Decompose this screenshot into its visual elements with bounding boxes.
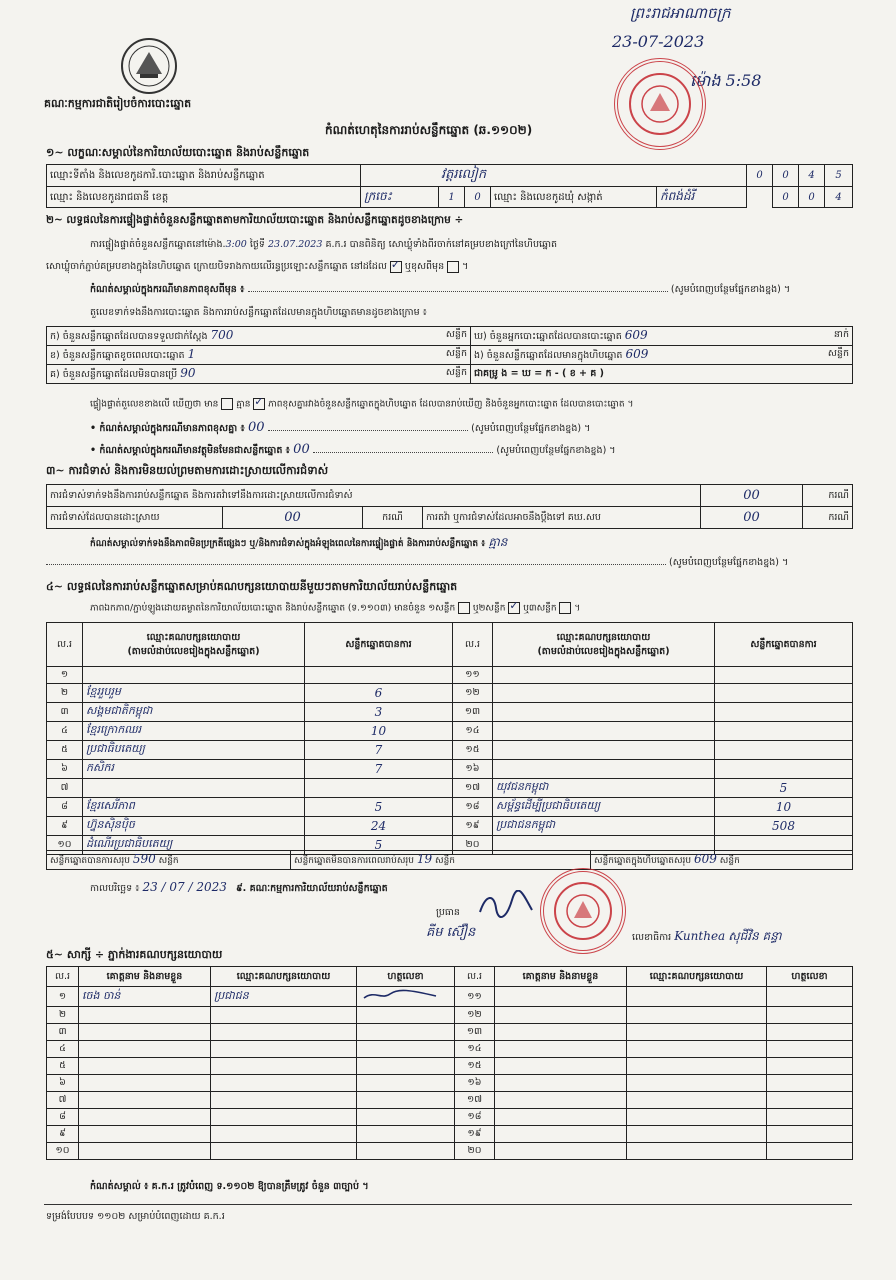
row-number: ៦ [47,760,83,779]
difference-note-value: 00 [247,420,265,435]
province-code-2: 0 [465,187,491,208]
row-number: ១៤ [455,1041,495,1058]
row-number: ២០ [455,1143,495,1160]
section5-witness-table: ល.រ គោត្តនាម និងនាមខ្លួន ឈ្មោះគណបក្សនយោបាយ ហត្ថលេខា ល.រ គោត្តនាម និងនាមខ្លួន ឈ្មោះគណបក្សនយោបាយ ហត្ថលេខា ១ ចេង ចាន់ ប្រជាជន ១១ ២ ១២ ៣ ១៣ ៤ ១៤ ៥ ១៥ ៦ ១៦ ៧ ១៧ ៨ ១៨ ៩ ១៩ ១០ ២០ [46,966,853,1160]
row-number: ១១ [455,987,495,1007]
row-number: ១៨ [455,1109,495,1126]
row-number: ៥ [47,1058,79,1075]
section2-para4: តួលេខទាក់ទងនឹងការបោះឆ្នោត និងការរាប់សន្លឹកឆ្នោតដែលមានក្នុងហិបឆ្នោតមានដូចខាងក្រោម ៖ [90,307,427,318]
party-cell: ដំណើរប្រជាធិបតេយ្យ [83,836,305,855]
count-e-label: ង) ចំនួនសន្លឹកឆ្នោតដែលមានក្នុងហិបឆ្នោត [474,350,623,361]
result-row [47,722,853,741]
row-number: ១៣ [455,1024,495,1041]
row-number: ១៦ [453,760,493,779]
commune-label: ឈ្មោះ និងលេខកូដឃុំ សង្កាត់ [491,187,657,208]
row-number: ៧ [47,1092,79,1109]
result-row [47,779,853,798]
party-cell [493,703,715,722]
empty-cell [495,1109,627,1126]
same-checkbox[interactable] [390,261,402,273]
empty-cell [767,1007,853,1024]
result-row [47,760,853,779]
location-code-2: 0 [773,165,799,187]
row-number: ១៧ [453,779,493,798]
party-cell [493,722,715,741]
empty-cell [495,1143,627,1160]
witness-row [47,987,853,1007]
location-code-4: 5 [825,165,853,187]
votes-cell: 7 [305,760,453,779]
section2-title: ២~ លទ្ធផលនៃការផ្ទៀងផ្ទាត់ចំនួនសន្លឹកឆ្នោតតាមការិយាល័យបោះឆ្នោត និងរាប់សន្លឹកឆ្នោតដូចខាងក្រោម ÷ [46,214,464,226]
votes-cell: 5 [305,798,453,817]
name-cell [79,1041,211,1058]
row-number: ៥ [47,741,83,760]
empty-cell [627,1058,767,1075]
party-cell: កសិករ [83,760,305,779]
total-box-value: 609 [694,852,717,866]
witness-row [47,1024,853,1041]
row-number: ១៤ [453,722,493,741]
section2-para5: ផ្ទៀងផ្ទាត់តួលេខខាងលើ ឃើញថា មាន គ្មាន ✓ ភាពខុសគ្នារវាងចំនួនសន្លឹកឆ្នោតក្នុងហិបឆ្នោត ដែលបានរាប់ឃើញ និងចំនួនអ្នកបោះឆ្នោត ដែលបានបោះឆ្នោត ។ [90,398,852,412]
row-number: ៩ [47,1126,79,1143]
section5-title: ៥~ សាក្សី ÷ ភ្នាក់ងារគណបក្សនយោបាយ [46,948,223,961]
location-code-1: 0 [747,165,773,187]
different-checkbox[interactable] [447,261,459,273]
row-number: ៤ [47,1041,79,1058]
official-seal-top [614,58,706,150]
count-d-label: ឃ) ចំនួនអ្នកបោះឆ្នោតដែលបានបោះឆ្នោត [474,331,622,342]
votes-cell [715,741,853,760]
party-cell: ប្រជាជនកម្ពុជា [493,817,715,836]
one-sheet-checkbox[interactable] [458,602,470,614]
section2-bullet1: • កំណត់សម្គាល់ក្នុងករណីមានភាពខុសគ្នា ៖ 00 (សូមបំពេញបន្ថែមផ្នែកខាងខ្នង) ។ [90,420,591,435]
chair-signature-icon [476,890,536,925]
row-number: ១៥ [453,741,493,760]
row-number: ១៨ [453,798,493,817]
votes-cell [715,703,853,722]
row-number: ១៥ [455,1058,495,1075]
nec-emblem-icon [118,36,180,96]
section2-para3: កំណត់សម្គាល់ក្នុងករណីមានភាពខុសពីមុន ៖ (សូមបំពេញបន្ថែមផ្នែកខាងខ្នង) ។ [90,284,791,295]
row-number: ១៧ [455,1092,495,1109]
votes-cell [715,684,853,703]
party-cell [211,1092,357,1109]
votes-cell: 6 [305,684,453,703]
votes-cell: 24 [305,817,453,836]
count-b-label: ខ) ចំនួនសន្លឹកឆ្នោតខូចពេលបោះឆ្នោត [50,350,185,361]
party-cell [211,1143,357,1160]
votes-cell: 7 [305,741,453,760]
no-difference-checkbox[interactable] [253,398,265,410]
party-cell [83,779,305,798]
row-number: ១៩ [453,817,493,836]
location-code-3: 4 [799,165,825,187]
section4-date-line: កាលបរិច្ឆេទ ៖ 23 / 07 / 2023 ៩. គណៈកម្មការការិយាល័យរាប់សន្លឹកឆ្នោត [90,880,388,894]
row-number: ១០ [47,836,83,855]
signature-cell [357,1058,455,1075]
row-number: ១២ [455,1007,495,1024]
official-seal-bottom [540,868,626,954]
section2-counts-table: ក) ចំនួនសន្លឹកឆ្នោតដែលបានទទួលជាក់ស្តែង 700 សន្លឹក ឃ) ចំនួនអ្នកបោះឆ្នោតដែលបានបោះឆ្នោត 609 នាក់ ខ) ចំនួនសន្លឹកឆ្នោតខូចពេលបោះឆ្នោត 1 សន្លឹក ង) ចំនួនសន្លឹកឆ្នោតដែលមានក្នុងហិបឆ្នោត 609 សន្លឹក គ) ចំនួនសន្លឹកឆ្នោតដែលមិនបានប្រើ 90 សន្លឹក ជាគម្រូ ង = ឃ = ក - ( ខ + គ ) [46,326,853,384]
empty-cell [495,1024,627,1041]
foreign-object-note-value: 00 [293,442,310,457]
has-difference-checkbox[interactable] [221,398,233,410]
row-number: ១ [47,667,83,684]
result-row [47,741,853,760]
province-value: ក្រចេះ [361,187,439,208]
signature-cell [357,1143,455,1160]
secretary-signature: Kunthea [674,929,726,943]
section4-results-table: ល.រ ឈ្មោះគណបក្សនយោបាយ (តាមលំដាប់លេខរៀងក្នុងសន្លឹកឆ្នោត) សន្លឹកឆ្នោតបានការ ល.រ ឈ្មោះគណបក្សនយោបាយ (តាមលំដាប់លេខរៀងក្នុងសន្លឹកឆ្នោត) សន្លឹកឆ្នោតបានការ ១ ១១ ២ ខ្មែររួបរួម 6 ១២ ៣ សង្គមជាតិកម្ពុជា 3 ១៣ ៤ ខ្មែរក្រោកឈរ 10 ១៤ ៥ ប្រជាធិបតេយ្យ 7 ១៥ ៦ កសិករ 7 ១៦ ៧ ១៧ យុវជនកម្ពុជា 5 ៨ ខ្មែរសេរីភាព 5 ១៨ សម្ព័ន្ធដើម្បីប្រជាធិបតេយ្យ 10 ៩ ហ្វ៊ុនស៊ិនប៉ិច 24 ១៩ ប្រជាជនកម្ពុជា 508 ១០ ដំណើរប្រជាធិបតេយ្យ 5 ២០ [46,622,853,855]
party-cell [211,1041,357,1058]
row-number: ៨ [47,1109,79,1126]
signature-cell [357,1007,455,1024]
section2-para1: ការផ្ទៀងផ្ទាត់ចំនួនសន្លឹកឆ្នោតនៅម៉ោង.3:00 ថ្ងៃទី 23.07.2023 គ.ក.រ បានពិនិត្យ សោឃ្លុំទាំងពីរចាក់នៅគម្របខាងក្រៅនៃហិបឆ្នោត [90,239,558,250]
witness-row [47,1075,853,1092]
check-time: 3:00 [225,239,247,250]
secretary-name: សុជីវិន គន្ធា [728,929,782,943]
party-cell [493,684,715,703]
votes-cell: 10 [715,798,853,817]
votes-cell [715,722,853,741]
section3-hint: (សូមបំពេញបន្ថែមផ្នែកខាងខ្នង) ។ [46,556,852,570]
party-cell: ខ្មែររួបរួម [83,684,305,703]
total-invalid-label: សន្លឹកឆ្នោតមិនបានការពេលរាប់សរុប [294,856,414,866]
section3-table: ការជំទាស់ទាក់ទងនឹងការរាប់សន្លឹកឆ្នោត និងការតវ៉ាទៅនឹងការដោះស្រាយលើការជំទាស់ 00 ករណី ការជំទាស់ដែលបានដោះស្រាយ 00 ករណី ការតវ៉ា ឬការជំទាស់ដែលអាចនឹងប្តឹងទៅ គឃ.សប 00 ករណី [46,484,853,529]
commune-value: កំពង់ដំរី [657,187,747,208]
signature-cell [357,1024,455,1041]
section4-title: ៤~ លទ្ធផលនៃការរាប់សន្លឹកឆ្នោតសម្រាប់គណបក្សនយោបាយនីមួយៗតាមការិយាល័យរាប់សន្លឹកឆ្នោត [46,580,458,593]
party-cell [211,1126,357,1143]
party-cell [211,1058,357,1075]
empty-cell [767,1041,853,1058]
count-e-value: 609 [625,347,649,361]
chair-name: គីម ស៊ឿន [426,925,476,940]
location-value: វត្តរលៀក [361,165,747,187]
resolved-label: ការជំទាស់ដែលបានដោះស្រាយ [47,507,223,529]
section5-note: កំណត់សម្គាល់ ៖ គ.ក.រ ត្រូវបំពេញ ទ.១១០២ ឱ្យបានត្រឹមត្រូវ ចំនួន ៣ច្បាប់ ។ [90,1181,369,1192]
objection-value: 00 [701,485,803,507]
party-cell [211,1024,357,1041]
province-code-1: 1 [439,187,465,208]
row-number: ៣ [47,1024,79,1041]
count-a-value: 700 [210,328,234,342]
row-number: ១១ [453,667,493,684]
witness-row [47,1007,853,1024]
result-row [47,798,853,817]
check-date: 23.07.2023 [268,239,323,250]
empty-cell [767,987,853,1007]
section1-table [46,164,853,208]
witness-row [47,1058,853,1075]
empty-cell [495,1092,627,1109]
party-cell: ខ្មែរសេរីភាព [83,798,305,817]
empty-cell [627,1024,767,1041]
section2-para2: សោឃ្លុំចាក់ភ្ជាប់គម្របខាងក្នុងនៃហិបឆ្នោត ក្រោយបិទរាងកាយលើរន្ធប្រឡោះសន្លឹកឆ្នោត នៅដដែល ✓ ឬខុសពីមុន ។ [46,260,468,274]
empty-cell [627,1143,767,1160]
name-cell: ចេង ចាន់ [79,987,211,1007]
party-cell: សម្ព័ន្ធដើម្បីប្រជាធិបតេយ្យ [493,798,715,817]
count-formula: ជាគម្រូ ង = ឃ = ក - ( ខ + គ ) [471,365,853,384]
row-number: ១៦ [455,1075,495,1092]
count-a-label: ក) ចំនួនសន្លឹកឆ្នោតដែលបានទទួលជាក់ស្តែង [50,331,208,342]
party-cell: សង្គមជាតិកម្ពុជា [83,703,305,722]
result-row [47,817,853,836]
row-number: ១ [47,987,79,1007]
commune-code-2: 0 [799,187,825,208]
empty-cell [767,1143,853,1160]
three-sheet-checkbox[interactable] [559,602,571,614]
row-number: ៨ [47,798,83,817]
row-number: ៦ [47,1075,79,1092]
count-d-value: 609 [624,328,648,342]
party-cell [493,667,715,684]
votes-cell: 5 [305,836,453,855]
location-label: ឈ្មោះទីតាំង និងលេខកូដការិ.បោះឆ្នោត និងរាប់សន្លឹកឆ្នោត [47,165,361,187]
votes-cell: 3 [305,703,453,722]
total-valid-value: 590 [132,852,156,866]
signature-cell [357,1109,455,1126]
result-row [47,667,853,684]
party-cell [493,741,715,760]
name-cell [79,1143,211,1160]
two-sheet-checkbox[interactable] [508,602,520,614]
footer-divider [44,1204,852,1205]
province-label: ឈ្មោះ និងលេខកូដរាជធានី ខេត្ត [47,187,361,208]
empty-cell [767,1058,853,1075]
party-cell [211,1007,357,1024]
count-b-value: 1 [187,347,196,361]
name-cell [79,1126,211,1143]
empty-cell [627,1092,767,1109]
signature-cell [357,1041,455,1058]
empty-cell [767,1075,853,1092]
empty-cell [627,1109,767,1126]
row-number: ២០ [453,836,493,855]
empty-cell [495,987,627,1007]
empty-cell [627,1126,767,1143]
resolved-value: 00 [223,507,363,529]
signature-cell [357,1092,455,1109]
chair-label: ប្រធាន [436,907,460,918]
row-number: ១០ [47,1143,79,1160]
result-row [47,703,853,722]
party-cell [211,1109,357,1126]
row-number: ១៣ [453,703,493,722]
signature-cell [357,1075,455,1092]
row-number: ៧ [47,779,83,798]
name-cell [79,1024,211,1041]
objection-label: ការជំទាស់ទាក់ទងនឹងការរាប់សន្លឹកឆ្នោត និងការតវ៉ាទៅនឹងការដោះស្រាយលើការជំទាស់ [47,485,701,507]
section3-title: ៣~ ការជំទាស់ និងការមិនយល់ព្រមតាមការដោះស្រាយលើការជំទាស់ [46,464,329,477]
empty-cell [767,1109,853,1126]
section4-totals: សន្លឹកឆ្នោតបានការសរុប 590 សន្លឹក សន្លឹកឆ្នោតមិនបានការពេលរាប់សរុប 19 សន្លឹក សន្លឹកឆ្នោតក្នុងហិបឆ្នោតសរុប 609 សន្លឹក [46,850,853,870]
witness-row [47,1041,853,1058]
commune-code-3: 4 [825,187,853,208]
empty-cell [627,1007,767,1024]
row-number: ១២ [453,684,493,703]
name-cell [79,1007,211,1024]
party-cell: ខ្មែរក្រោកឈរ [83,722,305,741]
name-cell [79,1109,211,1126]
section3-note: កំណត់សម្គាល់ទាក់ទងនឹងភាពមិនប្រក្រតីផ្សេងៗ ឬ/និងការជំទាស់ក្នុងអំឡុងពេលនៃការផ្ទៀងផ្ទាត់ និងការរាប់សន្លឹកឆ្នោត ៖ គ្មាន [90,535,508,549]
party-cell [493,760,715,779]
section4-intro: ភាពឯកភាព/ភ្ជាប់ឡូងដោយគម្លាតនៃការិយាល័យបោះឆ្នោត និងរាប់សន្លឹកឆ្នោត (ទ.១១០៣) មានចំនួន ១សន្លឹក ឬ២សន្លឹក ✓ ឬ៣សន្លឹក ។ [90,602,580,616]
empty-cell [767,1024,853,1041]
votes-cell [305,667,453,684]
signature-cell [357,1126,455,1143]
result-row [47,684,853,703]
total-box-label: សន្លឹកឆ្នោតក្នុងហិបឆ្នោតសរុប [594,856,692,866]
empty-cell [627,1041,767,1058]
votes-cell: 10 [305,722,453,741]
handwritten-date: 23-07-2023 [612,32,705,51]
row-number: ២ [47,684,83,703]
witness-row [47,1092,853,1109]
row-number: ៩ [47,817,83,836]
committee-name: គណៈកម្មការជាតិរៀបចំការបោះឆ្នោត [44,97,192,110]
appeal-value: 00 [701,507,803,529]
row-number: ១៩ [455,1126,495,1143]
empty-cell [767,1092,853,1109]
witness-signature-icon [357,987,455,1007]
section1-title: ១~ លក្ខណៈសម្គាល់នៃការិយាល័យបោះឆ្នោត និងរាប់សន្លឹកឆ្នោត [46,146,310,159]
party-cell: ប្រជាជន [211,987,357,1007]
total-valid-label: សន្លឹកឆ្នោតបានការសរុប [50,856,130,866]
party-cell [83,667,305,684]
empty-cell [495,1075,627,1092]
count-c-value: 90 [180,366,196,380]
secretary-line: លេខាធិការ Kunthea សុជីវិន គន្ធា [632,929,782,943]
handwritten-time: ម៉ោង 5:58 [690,71,762,90]
empty-cell [627,987,767,1007]
irregularity-value: គ្មាន [488,535,508,549]
name-cell [79,1075,211,1092]
row-number: ២ [47,1007,79,1024]
appeal-label: ការតវ៉ា ឬការជំទាស់ដែលអាចនឹងប្តឹងទៅ គឃ.សប [423,507,701,529]
section2-bullet2: • កំណត់សម្គាល់ក្នុងករណីមានវត្ថុមិនមែនជាសន្លឹកឆ្នោត ៖ 00 (សូមបំពេញបន្ថែមផ្នែកខាងខ្នង) ។ [90,442,616,457]
party-cell: ហ្វ៊ុនស៊ិនប៉ិច [83,817,305,836]
witness-row [47,1143,853,1160]
row-number: ៣ [47,703,83,722]
votes-cell: 508 [715,817,853,836]
votes-cell: 5 [715,779,853,798]
count-c-label: គ) ចំនួនសន្លឹកឆ្នោតដែលមិនបានប្រើ [50,369,178,380]
empty-cell [495,1041,627,1058]
votes-cell [715,667,853,684]
handwritten-note: ព្រះរាជអាណាចក្រ [630,4,731,22]
party-cell [211,1075,357,1092]
empty-cell [627,1075,767,1092]
witness-row [47,1109,853,1126]
empty-cell [495,1058,627,1075]
footer-text: ទម្រង់បែបបទ ១១០២ សម្រាប់បំពេញដោយ គ.ក.រ [46,1211,225,1222]
votes-cell [715,760,853,779]
signing-date: 23 / 07 / 2023 [142,880,227,894]
empty-cell [767,1126,853,1143]
empty-cell [495,1007,627,1024]
name-cell [79,1092,211,1109]
total-invalid-value: 19 [416,852,433,866]
party-cell: យុវជនកម្ពុជា [493,779,715,798]
witness-row [47,1126,853,1143]
empty-cell [495,1126,627,1143]
name-cell [79,1058,211,1075]
party-cell: ប្រជាធិបតេយ្យ [83,741,305,760]
row-number: ៤ [47,722,83,741]
votes-cell [305,779,453,798]
commune-code-1: 0 [773,187,799,208]
form-title: កំណត់ហេតុនៃការរាប់សន្លឹកឆ្នោត (ឆ.១១០២) [325,123,533,137]
